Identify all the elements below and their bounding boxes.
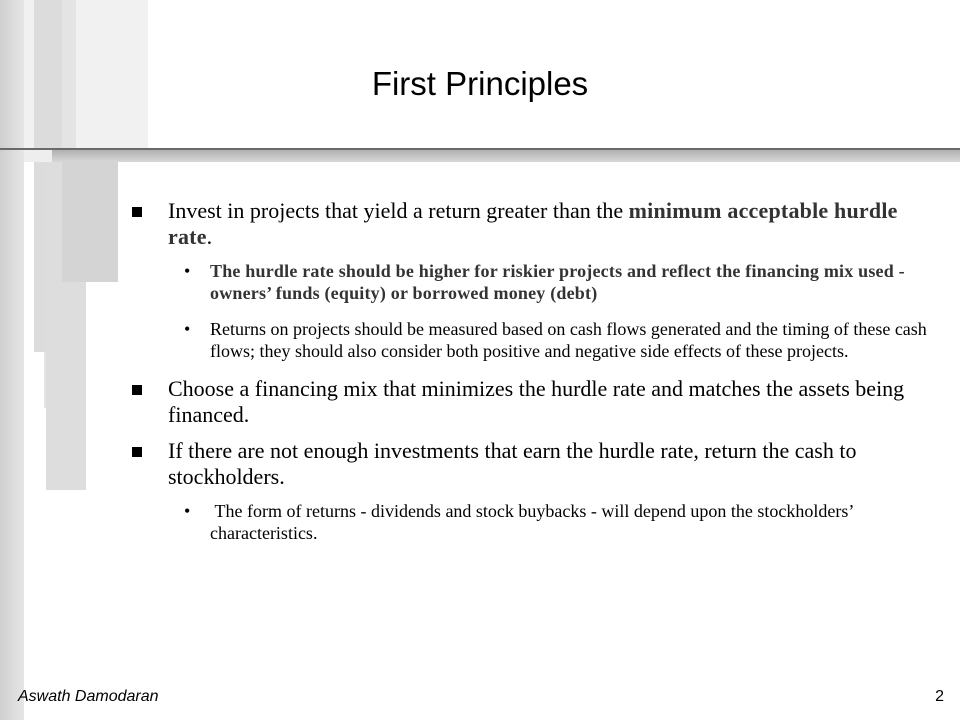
square-bullet-icon <box>132 385 142 395</box>
decor-bar <box>0 0 24 720</box>
title-divider-shadow <box>52 150 960 162</box>
square-bullet-icon <box>132 447 142 457</box>
bullet-item <box>130 376 930 428</box>
dot-bullet-icon: • <box>184 501 191 521</box>
slide-title: First Principles <box>371 65 589 102</box>
slide-body <box>130 198 930 544</box>
decor-bar <box>62 162 118 282</box>
bullet-emphasis: minimum acceptable hurdle rate <box>168 198 898 249</box>
footer-author: Aswath Damodaran <box>18 688 159 705</box>
bullet-item <box>130 198 930 250</box>
sub-bullet-item <box>130 500 930 544</box>
bullet-text-end: . <box>206 224 213 249</box>
dot-bullet-icon: • <box>184 319 191 339</box>
sub-bullet-text: The form of returns - dividends and stock buybacks - will depend upon the stockholders’ characteristics. <box>210 501 858 543</box>
bullet-item <box>130 438 930 490</box>
page-number: 2 <box>935 688 944 705</box>
bullet-text: If there are not enough investments that earn the hurdle rate, return the cash to stockholders. <box>168 438 857 489</box>
dot-bullet-icon: • <box>184 261 191 281</box>
bullet-text: Invest in projects that yield a return greater than the <box>168 198 629 223</box>
bullet-text: Choose a financing mix that minimizes the hurdle rate and matches the assets being financed. <box>168 376 905 427</box>
sub-bullet-text: The hurdle rate should be higher for riskier projects and reflect the financing mix used - owners’ funds (equity) or borrowed money (debt) <box>210 261 905 303</box>
square-bullet-icon <box>132 207 142 217</box>
sub-bullet-item <box>130 318 930 362</box>
sub-bullet-text: Returns on projects should be measured based on cash flows generated and the timing of these cash flows; they should also consider both positive and negative side effects of these projects. <box>210 319 927 361</box>
sub-bullet-item <box>130 260 930 304</box>
